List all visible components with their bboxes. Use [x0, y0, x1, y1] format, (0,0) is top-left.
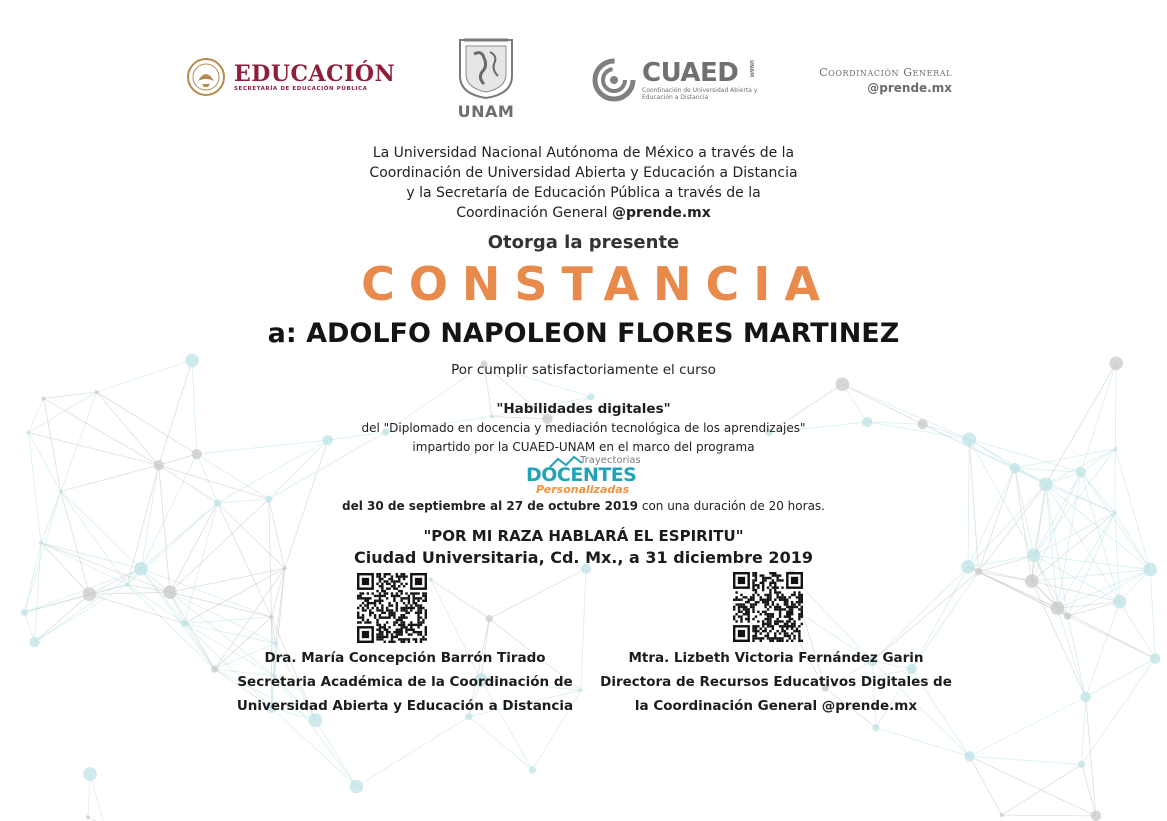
date-range: del 30 de septiembre al 27 de octubre 2019 [342, 499, 639, 513]
trayectorias-docentes-logo [526, 455, 641, 497]
qr-code-left [357, 573, 427, 643]
impartido-text: impartido por la CUAED-UNAM en el marco del programa [412, 440, 755, 454]
sep-name: EDUCACIÓN [234, 61, 396, 87]
intro-line-1: La Universidad Nacional Autónoma de México a través de la [372, 145, 795, 161]
signer-left-role-1: Secretaria Académica de la Coordinación de [237, 674, 573, 690]
cg-line1: Coordinación General [819, 66, 952, 79]
duration-text: con una duración de 20 horas. [638, 499, 825, 513]
sep-subtitle: SECRETARÍA DE EDUCACIÓN PÚBLICA [234, 86, 368, 92]
unam-shield-icon [454, 36, 518, 100]
signer-right-name: Mtra. Lizbeth Victoria Fernández Garin [628, 650, 924, 666]
intro-prende-handle: @prende.mx [611, 205, 711, 221]
certificate-title: CONSTANCIA [361, 257, 834, 311]
course-name: "Habilidades digitales" [496, 401, 671, 417]
program-word-personalizadas: Personalizadas [536, 483, 630, 496]
intro-paragraph [0, 143, 1167, 223]
diplomado-text: del "Diplomado en docencia y mediación tecnológica de los aprendizajes" [361, 421, 806, 435]
signature-left [212, 646, 598, 718]
signature-right [588, 646, 964, 718]
otorga-text: Otorga la presente [487, 232, 680, 253]
coordinacion-general-logo [800, 66, 952, 95]
mexico-seal-icon [186, 57, 226, 97]
signer-left-role-2: Universidad Abierta y Educación a Distancia [236, 698, 574, 714]
motto: "POR MI RAZA HABLARÁ EL ESPIRITU" [423, 527, 744, 545]
place-date: Ciudad Universitaria, Cd. Mx., a 31 diciembre 2019 [354, 548, 813, 567]
completion-text: Por cumplir satisfactoriamente el curso [451, 362, 716, 378]
unam-logo [452, 36, 520, 126]
signer-left-name: Dra. María Concepción Barrón Tirado [264, 650, 546, 666]
recipient-name: a: ADOLFO NAPOLEON FLORES MARTINEZ [267, 318, 900, 349]
cuaed-unam-tag: UNAM [748, 60, 754, 78]
cuaed-subtitle: Coordinación de Universidad Abierta y Educación a Distancia [642, 87, 758, 101]
course-details [0, 419, 1167, 457]
signer-right-role-2: la Coordinación General @prende.mx [634, 698, 918, 714]
signer-right-role-1: Directora de Recursos Educativos Digitales de [600, 674, 952, 690]
cuaed-logo [592, 54, 762, 106]
cuaed-ring-icon [592, 58, 636, 102]
program-word-docentes: DOCENTES [526, 464, 637, 486]
unam-name: UNAM [457, 102, 515, 121]
intro-line-2: Coordinación de Universidad Abierta y Educación a Distancia [369, 165, 798, 181]
sep-logo [186, 55, 401, 99]
intro-line-4: Coordinación General @prende.mx [456, 205, 711, 221]
intro-line-3: y la Secretaría de Educación Pública a través de la [406, 185, 761, 201]
cuaed-name: CUAED [642, 58, 739, 88]
qr-code-right [733, 572, 803, 642]
cg-line2: @prende.mx [867, 81, 952, 95]
course-dates [0, 499, 1167, 513]
program-word-trayectorias: Trayectorias [580, 455, 641, 466]
